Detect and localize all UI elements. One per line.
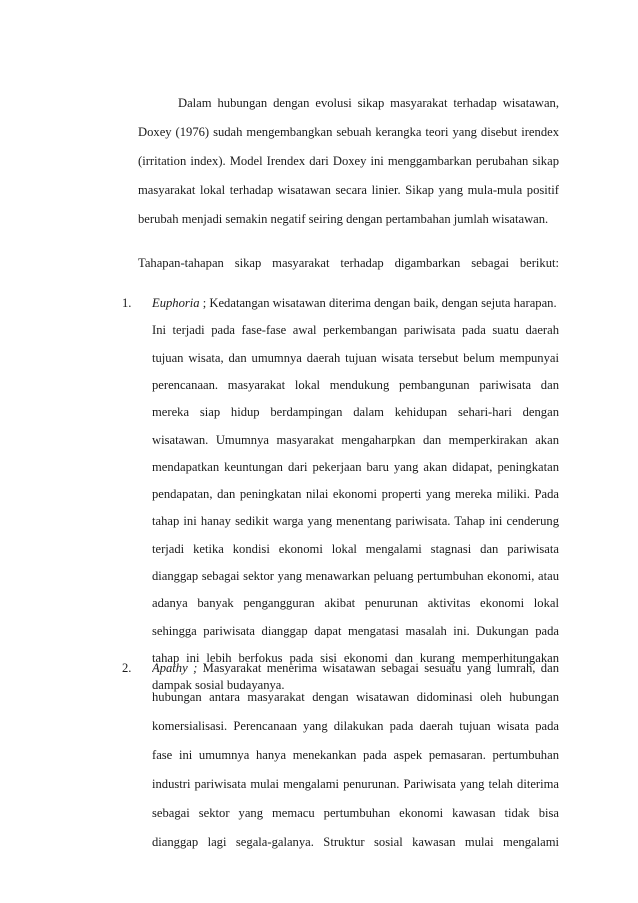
list-item-1-line-5: mereka siap hidup berdampingan dalam kehidupan sehari-hari dengan bbox=[152, 405, 559, 419]
list-item-2-line-7: dianggap lagi segala-galanya. Struktur sosial kawasan mulai mengalami bbox=[152, 835, 559, 849]
list-number-2: 2. bbox=[122, 661, 132, 675]
paragraph-1-line-5: berubah menjadi semakin negatif seiring dengan pertambahan jumlah wisatawan. bbox=[138, 212, 549, 226]
list-item-1-line-7: mendapatkan keuntungan dari pekerjaan baru yang akan didapat, peningkatan bbox=[152, 460, 559, 474]
intro-line: Tahapan-tahapan sikap masyarakat terhadap digambarkan sebagai berikut: bbox=[138, 256, 559, 270]
list-item-2-line-3: komersialisasi. Perencanaan yang dilakukan pada daerah tujuan wisata pada bbox=[152, 719, 559, 733]
list-item-2-line-1 bbox=[152, 661, 559, 676]
list-item-1-first-text: ; Kedatangan wisatawan diterima dengan baik, dengan sejuta harapan. bbox=[199, 296, 557, 310]
list-item-1-line-14: tahap ini lebih berfokus pada sisi ekonomi dan kurang memperhitungakan bbox=[152, 651, 559, 665]
list-item-1-line-9: tahap ini hanay sedikit warga yang menentang pariwisata. Tahap ini cenderung bbox=[152, 514, 559, 528]
list-item-2-line-2: hubungan antara masyarakat dengan wisatawan didominasi oleh hubungan bbox=[152, 690, 559, 704]
list-item-2-line-4: fase ini umumnya hanya menekankan pada aspek pemasaran. pertumbuhan bbox=[152, 748, 559, 762]
list-item-1-line-4: perencanaan. masyarakat lokal mendukung pembangunan pariwisata dan bbox=[152, 378, 559, 392]
list-item-1-line-12: adanya banyak pengangguran akibat penurunan aktivitas ekonomi lokal bbox=[152, 596, 559, 610]
list-item-1-line-3: tujuan wisata, dan umumnya daerah tujuan wisata tersebut belum mempunyai bbox=[152, 351, 559, 365]
paragraph-1-line-1: Dalam hubungan dengan evolusi sikap masyarakat terhadap wisatawan, bbox=[178, 96, 559, 110]
list-item-1-line-6: wisatawan. Umumnya masyarakat mengaharpkan dan memperkirakan akan bbox=[152, 433, 559, 447]
list-item-2-first-text: Masyarakat menerima wisatawan sebagai sesuatu yang lumrah, dan bbox=[197, 661, 559, 675]
list-item-1-line-15: dampak sosial budayanya. bbox=[152, 678, 285, 692]
paragraph-1-line-3: (irritation index). Model Irendex dari Doxey ini menggambarkan perubahan sikap bbox=[138, 154, 559, 168]
list-item-1-line-10: terjadi ketika kondisi ekonomi lokal mengalami stagnasi dan pariwisata bbox=[152, 542, 559, 556]
list-item-2-line-5: industri pariwisata mulai mengalami penurunan. Pariwisata yang telah diterima bbox=[152, 777, 559, 791]
list-item-1-line-2: Ini terjadi pada fase-fase awal perkembangan pariwisata pada suatu daerah bbox=[152, 323, 559, 337]
list-item-1-line-1 bbox=[152, 296, 557, 310]
paragraph-1-line-2: Doxey (1976) sudah mengembangkan sebuah kerangka teori yang disebut irendex bbox=[138, 125, 559, 139]
list-item-1-line-11: dianggap sebagai sektor yang menawarkan peluang pertumbuhan ekonomi, atau bbox=[152, 569, 559, 583]
list-item-2-line-6: sebagai sektor yang memacu pertumbuhan ekonomi kawasan tidak bisa bbox=[152, 806, 559, 820]
paragraph-1-line-4: masyarakat lokal terhadap wisatawan secara linier. Sikap yang mula-mula positif bbox=[138, 183, 559, 197]
term-apathy: Apathy ; bbox=[152, 661, 198, 675]
list-item-1-line-13: sehingga pariwisata dianggap dapat mengatasi masalah ini. Dukungan pada bbox=[152, 624, 559, 638]
term-euphoria: Euphoria bbox=[152, 296, 200, 310]
list-item-1-line-8: pendapatan, dan peningkatan nilai ekonomi properti yang mereka miliki. Pada bbox=[152, 487, 559, 501]
list-number-1: 1. bbox=[122, 296, 132, 310]
